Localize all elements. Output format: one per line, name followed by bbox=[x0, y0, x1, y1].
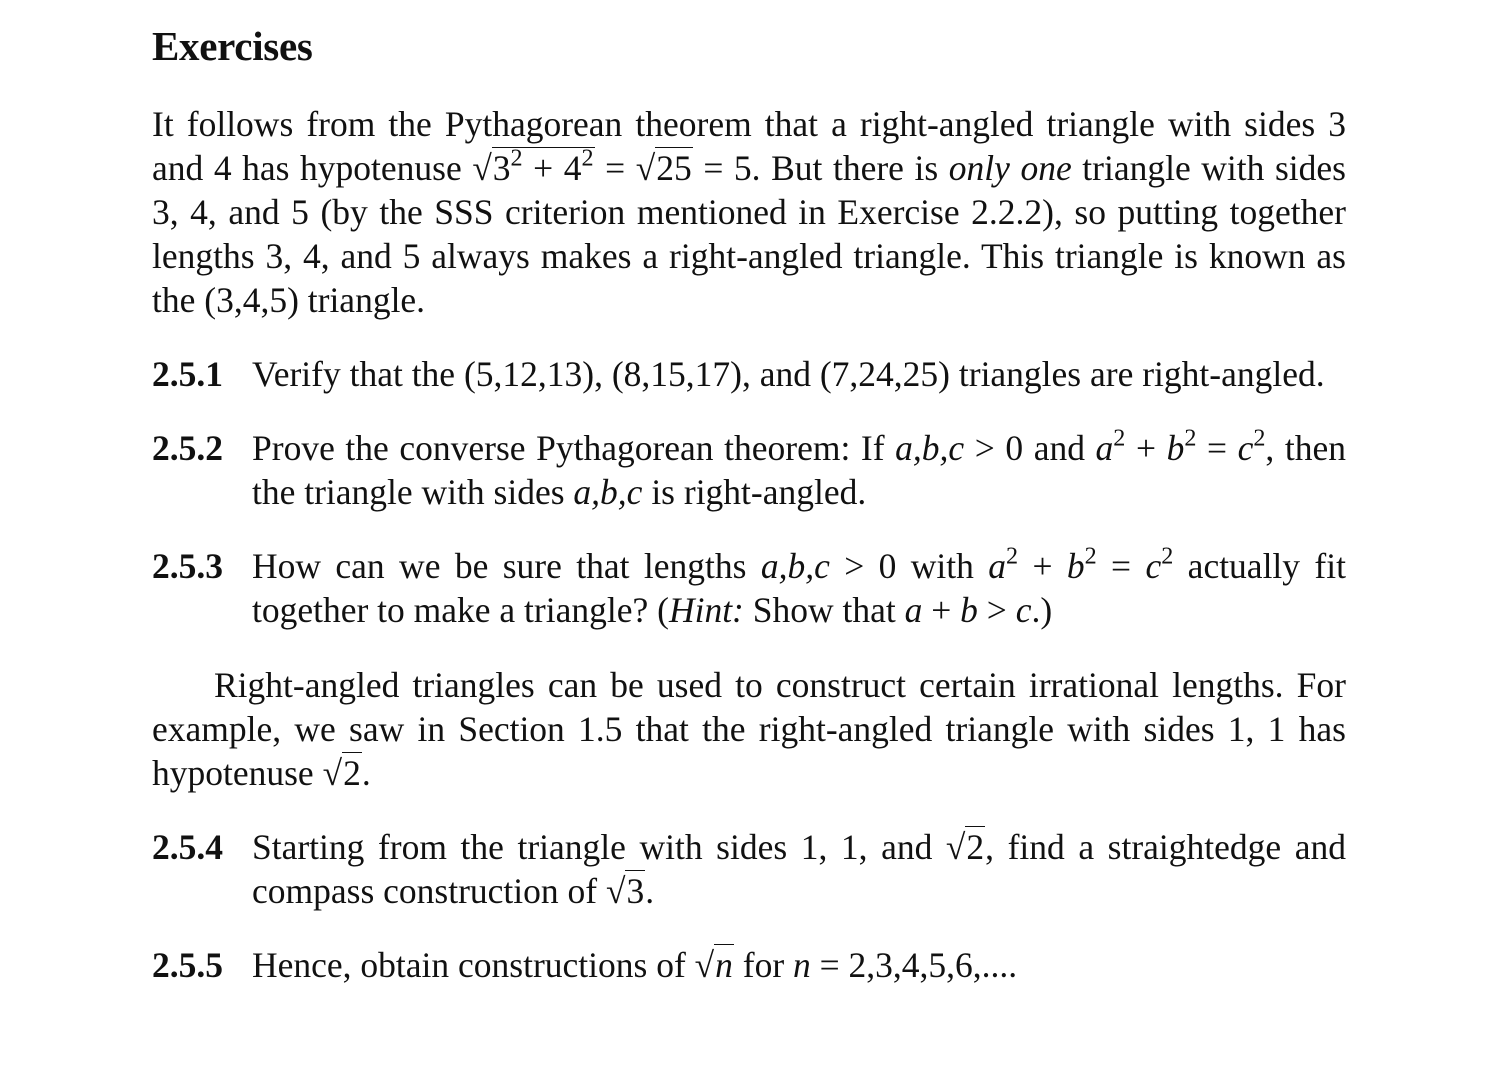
exercise-number: 2.5.2 bbox=[152, 428, 223, 468]
exercises-page bbox=[152, 20, 1346, 987]
math-c: c bbox=[1145, 546, 1162, 586]
exercise-text: > bbox=[977, 590, 1016, 630]
radicand-term-4: + 4 bbox=[522, 148, 582, 188]
radical-sign: √ bbox=[694, 945, 715, 985]
radical-sign: √ bbox=[635, 148, 656, 188]
exercise-text: + bbox=[1018, 546, 1067, 586]
exercise-text: actually fit together to make a triangle? ( bbox=[252, 546, 1346, 630]
exercise-text: . bbox=[645, 871, 655, 911]
math-abc: a,b,c bbox=[573, 472, 643, 512]
exponent: 2 bbox=[1084, 542, 1097, 570]
math-b: b bbox=[1166, 428, 1185, 468]
equals: = bbox=[594, 148, 636, 188]
exercise-number: 2.5.4 bbox=[152, 827, 223, 867]
math-a: a bbox=[904, 590, 923, 630]
exercise-number: 2.5.5 bbox=[152, 945, 223, 985]
exercise-text: Hence, obtain constructions of bbox=[252, 945, 695, 985]
exercise-text: > 0 with bbox=[829, 546, 989, 586]
exercise-2-5-3 bbox=[152, 544, 1346, 632]
exercise-text: for bbox=[733, 945, 794, 985]
intro-paragraph bbox=[152, 102, 1346, 322]
exercise-2-5-5 bbox=[152, 943, 1346, 987]
exercise-2-5-1 bbox=[152, 352, 1346, 396]
radical-sign: √ bbox=[605, 871, 626, 911]
exercise-text: , then the triangle with sides bbox=[252, 428, 1346, 512]
paragraph-text: . bbox=[361, 753, 371, 793]
math-b: b bbox=[1066, 546, 1085, 586]
exercise-text: , find a straightedge and compass construction of bbox=[252, 827, 1346, 911]
intro-text-2: = 5. But there is bbox=[692, 148, 949, 188]
radicand-n: n bbox=[715, 945, 733, 985]
intro-text-3: triangle with sides 3, 4, and 5 (by the SSS criterion mentioned in Exercise 2.2.2), so putting together lengths 3, 4, and 5 always makes a right-angled triangle. This triangle is known as the (3,4,5) triangle. bbox=[152, 148, 1346, 320]
exercise-text: + bbox=[922, 590, 961, 630]
math-a: a bbox=[988, 546, 1006, 586]
exercise-text: Prove the converse Pythagorean theorem: If bbox=[252, 428, 896, 468]
exercise-text: = bbox=[1096, 546, 1146, 586]
radicand-25: 25 bbox=[656, 148, 692, 188]
exercise-text: How can we be sure that lengths bbox=[252, 546, 761, 586]
irrational-lengths-paragraph bbox=[152, 663, 1346, 795]
radicand-3: 3 bbox=[626, 871, 645, 911]
radicand-3-squared-plus-4-squared bbox=[492, 144, 595, 188]
math-abc: a,b,c bbox=[895, 428, 965, 468]
exercise-text: Show that bbox=[743, 590, 905, 630]
exponent: 2 bbox=[1184, 424, 1197, 452]
intro-text-1: It follows from the Pythagorean theorem that a right-angled triangle with sides 3 and 4 has hypotenuse bbox=[152, 104, 1346, 188]
radical-sign: √ bbox=[945, 827, 966, 867]
exercise-number: 2.5.1 bbox=[152, 354, 223, 394]
exercise-text: = 2,3,4,5,6,.... bbox=[810, 945, 1018, 985]
math-a: a bbox=[1095, 428, 1114, 468]
radicand-term-3: 3 bbox=[492, 148, 511, 188]
exponent: 2 bbox=[1253, 424, 1266, 452]
exponent: 2 bbox=[1006, 542, 1019, 570]
radical-sign: √ bbox=[472, 148, 492, 188]
radical-sign: √ bbox=[322, 753, 343, 793]
radicand-2: 2 bbox=[966, 827, 985, 867]
exponent: 2 bbox=[581, 144, 594, 172]
exercise-text: Verify that the (5,12,13), (8,15,17), and (7,24,25) triangles are right-angled. bbox=[252, 354, 1325, 394]
exercise-text: = bbox=[1196, 428, 1238, 468]
math-c: c bbox=[1015, 590, 1032, 630]
paragraph-text: Right-angled triangles can be used to construct certain irrational lengths. For example, we saw in Section 1.5 that the right-angled triangle with sides 1, 1 has hypotenuse bbox=[152, 665, 1346, 793]
exercise-text: + bbox=[1125, 428, 1167, 468]
exercise-text: Starting from the triangle with sides 1, 1, and bbox=[252, 827, 946, 867]
exponent: 2 bbox=[1113, 424, 1126, 452]
math-abc: a,b,c bbox=[760, 546, 830, 586]
hint-label: Hint: bbox=[668, 590, 744, 630]
exercise-text: > 0 and bbox=[964, 428, 1096, 468]
section-heading: Exercises bbox=[152, 23, 313, 69]
exercise-text: .) bbox=[1031, 590, 1053, 630]
math-n: n bbox=[793, 945, 811, 985]
emphasis-only-one: only one bbox=[948, 148, 1072, 188]
exercise-2-5-2 bbox=[152, 426, 1346, 514]
exponent: 2 bbox=[1161, 542, 1174, 570]
math-b: b bbox=[960, 590, 978, 630]
exercise-text: is right-angled. bbox=[642, 472, 867, 512]
exercise-2-5-4 bbox=[152, 825, 1346, 913]
exponent: 2 bbox=[510, 144, 523, 172]
radicand-2: 2 bbox=[343, 753, 361, 793]
exercise-number: 2.5.3 bbox=[152, 546, 223, 586]
math-c: c bbox=[1237, 428, 1254, 468]
